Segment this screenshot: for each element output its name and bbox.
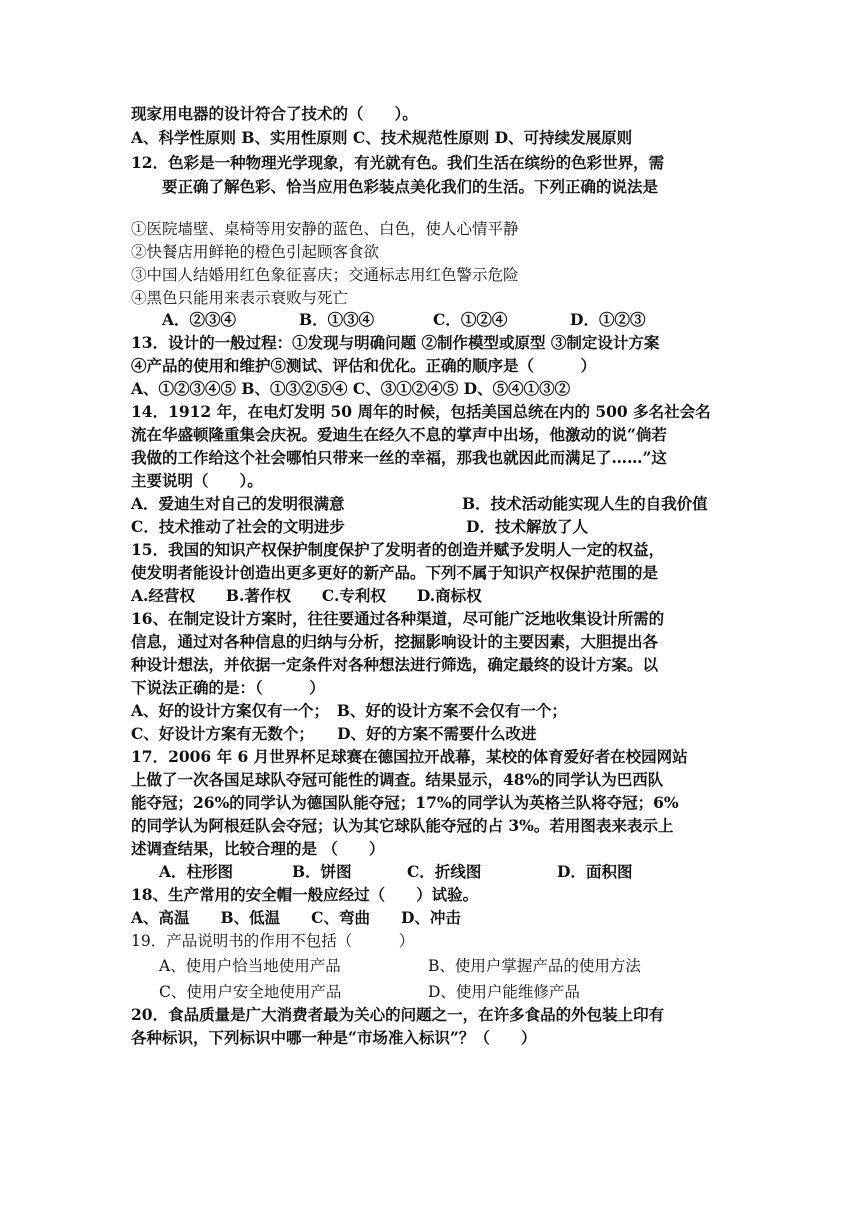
q16-stem-line-2: 信息，通过对各种信息的归纳与分析，挖掘影响设计的主要因素，大胆提出各 (131, 632, 659, 651)
q16-options-ab: A、好的设计方案仅有一个； B、好的设计方案不会仅有一个； (131, 701, 567, 720)
q15-options: A.经营权 B.著作权 C.专利权 D.商标权 (131, 586, 482, 605)
q12-statement-4: ④黑色只能用来表示衰败与死亡 (131, 289, 349, 307)
q16-stem-line-1: 16、在制定设计方案时，往往要通过各种渠道，尽可能广泛地收集设计所需的 (131, 609, 665, 628)
q19-option-c: C、使用户安全地使用产品 (159, 983, 342, 1001)
q12-option-d: D．①②③ (570, 310, 646, 329)
q17-option-d: D．面积图 (557, 862, 633, 881)
q17-stem-line-4: 的同学认为阿根廷队会夺冠；认为其它球队能夺冠的占 3%。若用图表来表示上 (131, 816, 674, 835)
q12-stem-line-1: 12．色彩是一种物理光学现象，有光就有色。我们生活在缤纷的色彩世界，需 (131, 153, 665, 172)
q18-options: A、高温 B、低温 C、弯曲 D、冲击 (131, 908, 461, 927)
q16-stem-line-4: 下说法正确的是：（ ） (131, 678, 325, 697)
q17-stem-line-3: 能夺冠；26%的同学认为德国队能夺冠；17%的同学认为英格兰队将夺冠；6% (131, 793, 679, 812)
q11-options: A、科学性原则 B、实用性原则 C、技术规范性原则 D、可持续发展原则 (131, 128, 633, 147)
q17-option-a: A．柱形图 (159, 862, 234, 881)
q11-tail: 现家用电器的设计符合了技术的（ ）。 (131, 104, 418, 123)
q20-stem-line-2: 各种标识，下列标识中哪一种是“市场准入标识”？（ ） (131, 1028, 537, 1047)
q19-stem: 19．产品说明书的作用不包括（ ） (131, 932, 415, 950)
q12-statement-1: ①医院墙壁、桌椅等用安静的蓝色、白色，使人心情平静 (131, 220, 519, 238)
q17-stem-line-5: 述调查结果，比较合理的是 （ ） (131, 839, 385, 858)
q17-option-c: C．折线图 (407, 862, 482, 881)
q14-option-c: C．技术推动了社会的文明进步 (131, 517, 345, 536)
q16-stem-line-3: 种设计想法，并依据一定条件对各种想法进行筛选，确定最终的设计方案。以 (131, 655, 659, 674)
q17-stem-line-2: 上做了一次各国足球队夺冠可能性的调查。结果显示，48%的同学认为巴西队 (131, 770, 664, 789)
q18-stem: 18、生产常用的安全帽一般应经过（ ）试验。 (131, 885, 479, 904)
q17-stem-line-1: 17．2006 年 6 月世界杯足球赛在德国拉开战幕，某校的体育爱好者在校园网站 (131, 747, 688, 766)
q16-options-cd: C、好设计方案有无数个； D、好的方案不需要什么改进 (131, 724, 537, 743)
q12-stem-line-2: 要正确了解色彩、恰当应用色彩装点美化我们的生活。下列正确的说法是 (162, 177, 659, 196)
q14-stem-line-3: 我做的工作给这个社会哪怕只带来一丝的幸福，那我也就因此而满足了……”这 (131, 448, 667, 467)
q14-stem-line-2: 流在华盛顿隆重集会庆祝。爱迪生在经久不息的掌声中出场，他激动的说“倘若 (131, 425, 667, 444)
q12-option-b: B．①③④ (299, 310, 375, 329)
q20-stem-line-1: 20．食品质量是广大消费者最为关心的问题之一，在许多食品的外包装上印有 (131, 1005, 665, 1024)
q19-option-b: B、使用户掌握产品的使用方法 (428, 957, 641, 975)
q14-option-d: D．技术解放了人 (466, 517, 588, 536)
q12-statement-3: ③中国人结婚用红色象征喜庆；交通标志用红色警示危险 (131, 266, 519, 284)
q14-stem-line-1: 14．1912 年，在电灯发明 50 周年的时候，包括美国总统在内的 500 多名社会名 (131, 402, 711, 421)
q12-option-a: A．②③④ (162, 310, 237, 329)
q17-option-b: B．饼图 (292, 862, 352, 881)
q14-option-b: B．技术活动能实现人生的自我价值 (462, 494, 708, 513)
q19-option-d: D、使用户能维修产品 (428, 983, 580, 1001)
q15-stem-line-1: 15．我国的知识产权保护制度保护了发明者的创造并赋予发明人一定的权益， (131, 540, 665, 559)
q19-option-a: A、使用户恰当地使用产品 (159, 957, 341, 975)
q12-option-c: C．①②④ (433, 310, 508, 329)
q13-stem-line-2: ④产品的使用和维护⑤测试、评估和优化。正确的顺序是（ ） (131, 356, 597, 375)
q12-statement-2: ②快餐店用鲜艳的橙色引起顾客食欲 (131, 243, 380, 261)
q15-stem-line-2: 使发明者能设计创造出更多更好的新产品。下列不属于知识产权保护范围的是 (131, 563, 659, 582)
q13-options: A、①②③④⑤ B、①③②⑤④ C、③①②④⑤ D、⑤④①③② (131, 379, 571, 398)
q13-stem-line-1: 13．设计的一般过程：①发现与明确问题 ②制作模型或原型 ③制定设计方案 (131, 333, 660, 352)
q14-stem-line-4: 主要说明（ ）。 (131, 471, 263, 490)
q14-option-a: A．爱迪生对自己的发明很满意 (131, 494, 345, 513)
